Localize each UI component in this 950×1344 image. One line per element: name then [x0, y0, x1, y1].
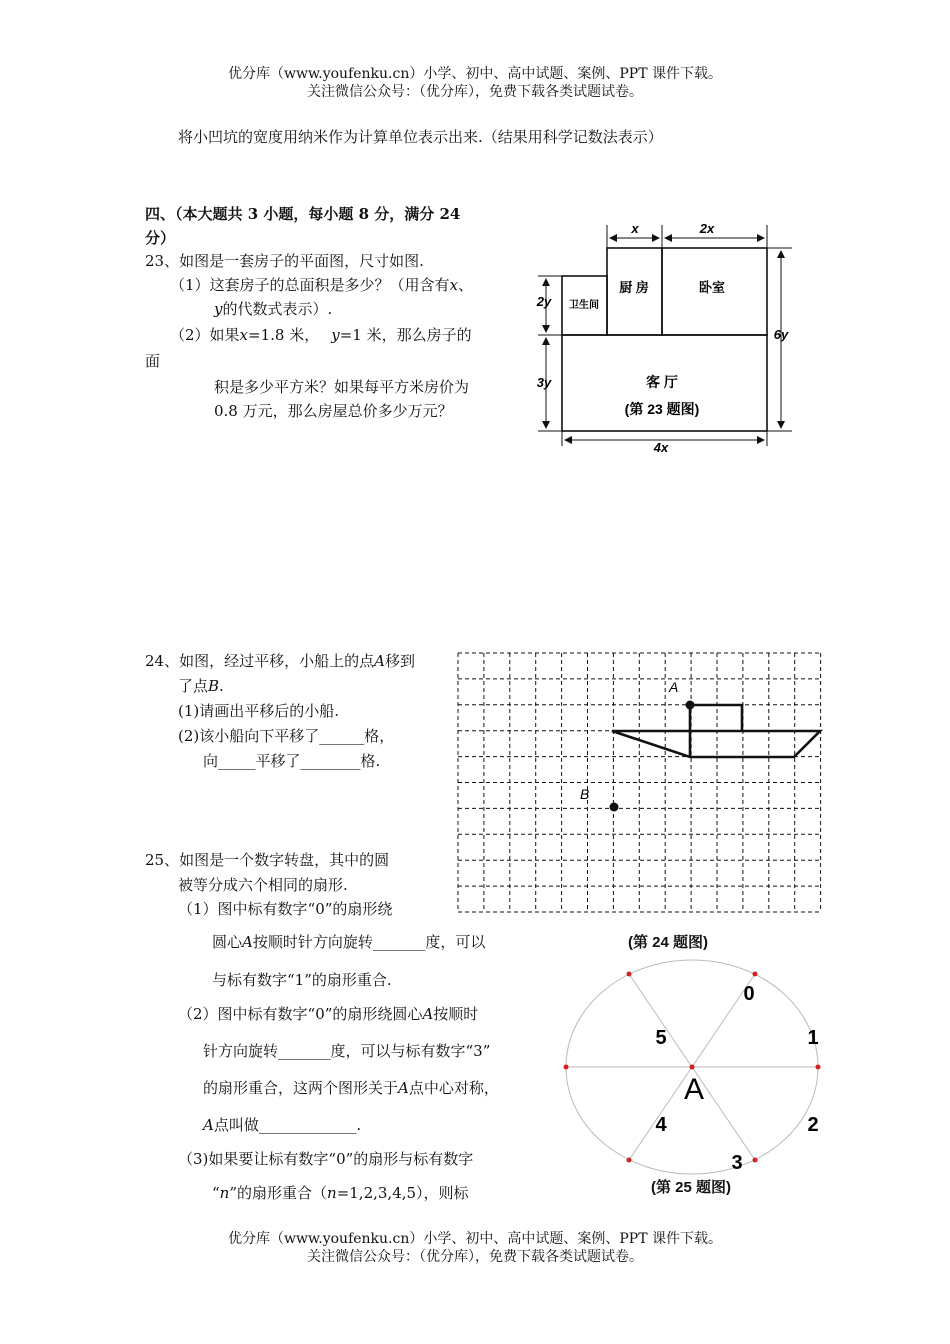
dim-x-label: x	[631, 221, 639, 236]
q25-part2-cont: 针方向旋转_______度，可以与标有数字“3”	[203, 1042, 491, 1060]
section-title-cont: 分）	[145, 229, 176, 247]
q23-part1-cont: y的代数式表示）.	[214, 300, 333, 318]
q25-part2: （2）图中标有数字“0”的扇形绕圆心A按顺时	[178, 1005, 479, 1023]
point-a-label: A	[669, 679, 679, 695]
sector-label-4: 4	[655, 1114, 667, 1136]
q25-stem-cont: 被等分成六个相同的扇形.	[178, 876, 348, 894]
sector-label-0: 0	[743, 983, 755, 1005]
point-b-label: B	[580, 786, 590, 802]
q25-part1: （1）图中标有数字“0”的扇形绕	[178, 900, 393, 918]
q25-stem: 25、如图是一个数字转盘，其中的圆	[145, 851, 390, 869]
fig23-caption: (第 23 题图)	[624, 401, 700, 417]
header-line-2: 关注微信公众号：（优分库），免费下载各类试题试卷。	[307, 84, 643, 100]
sector-label-3: 3	[731, 1152, 743, 1174]
spinner-point-top-right	[753, 972, 758, 977]
q23-stem: 23、如图是一套房子的平面图，尺寸如图.	[145, 252, 424, 270]
spinner-point-bottom-right	[753, 1158, 758, 1163]
dim-4x-label: 4x	[653, 440, 669, 455]
footer-line-1: 优分库（www.youfenku.cn）小学、初中、高中试题、案例、PPT 课件下载。	[227, 1231, 722, 1247]
dim-6y-label: 6y	[773, 327, 789, 342]
q23-part2-cont2: 积是多少平方米？如果每平方米房价为	[214, 378, 470, 396]
q23-part2-cont3: 0.8 万元，那么房屋总价多少万元？	[214, 402, 453, 420]
dim-3y-label: 3y	[536, 375, 552, 390]
q25-part1-cont: 圆心A按顺时针方向旋转_______度，可以	[212, 933, 486, 951]
spinner-point-center	[690, 1065, 695, 1070]
spinner-point-bottom-left	[627, 1158, 632, 1163]
sector-label-2: 2	[807, 1114, 819, 1136]
dim-2y-label: 2y	[536, 294, 552, 309]
spinner-center-label: A	[683, 1073, 705, 1106]
sector-label-1: 1	[807, 1027, 819, 1049]
fig24-caption: (第 24 题图)	[628, 934, 709, 951]
q24-part2-cont: 向_____平移了________格.	[203, 752, 381, 770]
q25-part1-cont2: 与标有数字“1”的扇形重合.	[212, 971, 392, 989]
room-kitchen-label: 厨 房	[619, 280, 649, 295]
intro-text: 将小凹坑的宽度用纳米作为计算单位表示出来.（结果用科学记数法表示）	[178, 128, 663, 146]
q25-part3: （3)如果要让标有数字“0”的扇形与标有数字	[178, 1150, 474, 1168]
q23-part2: （2）如果x=1.8 米， y=1 米，那么房子的	[170, 326, 472, 344]
q24-stem-cont: 了点B.	[178, 677, 224, 695]
q25-part2-cont2: 的扇形重合，这两个图形关于A点中心对称，	[203, 1079, 499, 1097]
q25-part2-cont3: A点叫做_____________.	[203, 1116, 362, 1134]
section-title: 四、（本大题共 3 小题，每小题 8 分，满分 24	[145, 205, 461, 223]
q24-part1: (1)请画出平移后的小船.	[178, 702, 340, 720]
spinner-point-right	[816, 1065, 821, 1070]
q23-part1: （1）这套房子的总面积是多少？（用含有x、	[170, 276, 474, 294]
room-bedroom-label: 卧室	[698, 280, 726, 295]
spinner-point-top-left	[627, 972, 632, 977]
q25-part3-cont: “n”的扇形重合（n=1,2,3,4,5），则标	[212, 1184, 469, 1202]
fig25-caption: (第 25 题图)	[651, 1179, 732, 1196]
sector-label-5: 5	[655, 1027, 667, 1049]
spinner-point-left	[564, 1065, 569, 1070]
room-bathroom-label: 卫生间	[569, 300, 599, 311]
room-living-label: 客 厅	[646, 374, 678, 390]
header-line-1: 优分库（www.youfenku.cn）小学、初中、高中试题、案例、PPT 课件下载。	[227, 66, 722, 82]
dim-2x-label: 2x	[699, 221, 715, 236]
q24-stem: 24、如图，经过平移，小船上的点A移到	[145, 652, 415, 670]
q24-part2: (2)该小船向下平移了______格，	[178, 727, 395, 745]
q23-part2-cont: 面	[145, 352, 161, 370]
footer-line-2: 关注微信公众号：（优分库），免费下载各类试题试卷。	[307, 1249, 643, 1265]
